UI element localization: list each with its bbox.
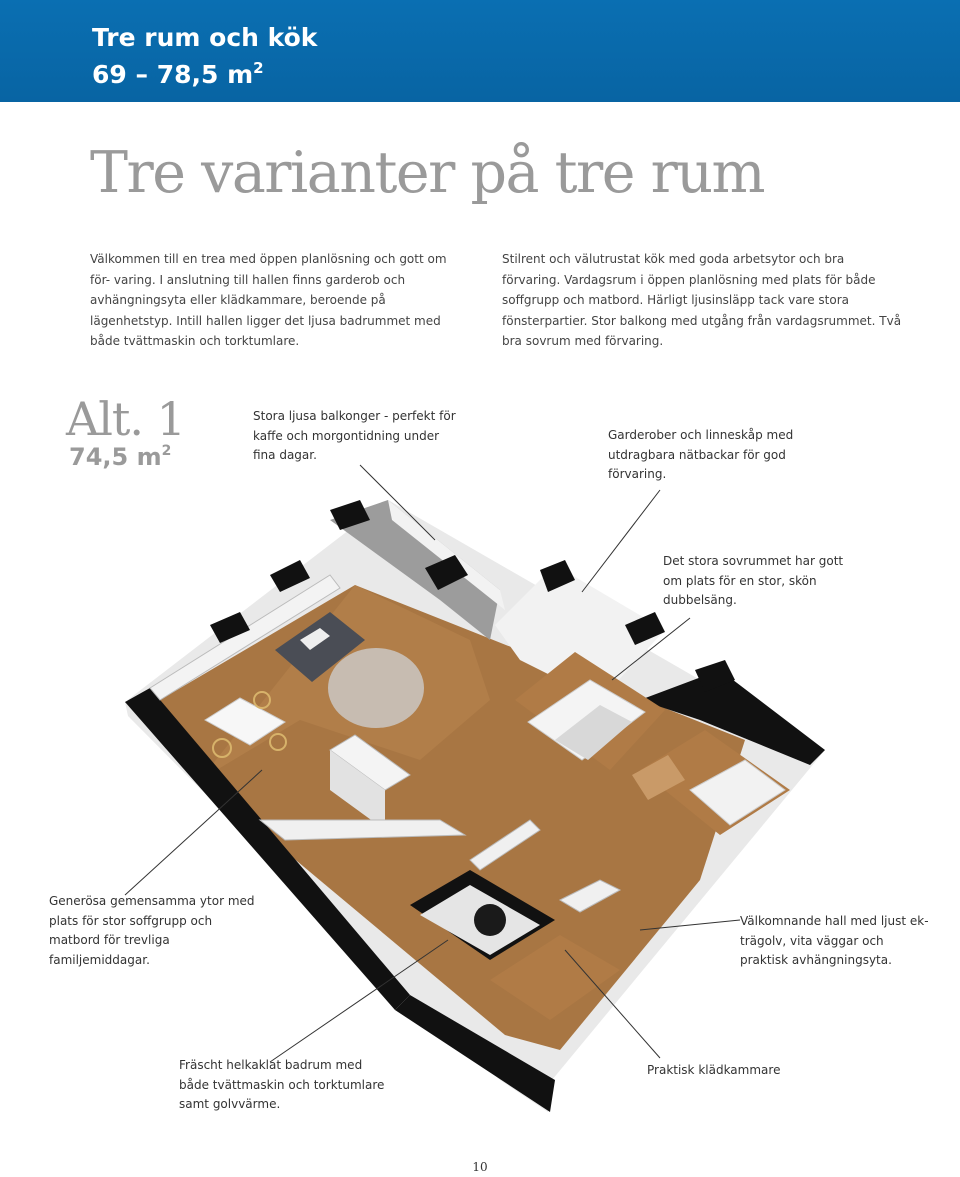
header-area-sup: 2 <box>253 59 264 77</box>
page-heading: Tre varianter på tre rum <box>90 140 765 206</box>
callout-balcony: Stora ljusa balkonger - perfekt för kaffe och morgontidning under fina dagar. <box>253 409 456 462</box>
callout-hall: Välkomnande hall med ljust ek- trägolv, vita väggar och praktisk avhängningsyta. <box>740 914 929 967</box>
round-rug <box>328 648 424 728</box>
callout-wardrobes: Garderober och linneskåp med utdragbara nätbackar för god förvaring. <box>608 428 794 481</box>
leader-line-wardrobes <box>582 490 660 592</box>
alt-label: Alt. 1 <box>66 392 185 446</box>
alt-area-sup: 2 <box>161 443 172 459</box>
alt-area-value: 74,5 m <box>69 443 162 471</box>
intro-right-text: Stilrent och välutrustat kök med goda arbetsytor och bra förvaring. Vardagsrum i öppen planlösning med plats för både soffgrupp och matbord. Härligt ljusinsläpp tack vare stora fönsterpartier. Stor balkong med utgång från vardagsrummet. Två bra sovrum med förvaring. <box>502 252 902 348</box>
callout-bedroom: Det stora sovrummet har gott om plats för en stor, skön dubbelsäng. <box>663 554 844 607</box>
header-line-1: Tre rum och kök <box>92 23 318 52</box>
callout-living: Generösa gemensamma ytor med plats för stor soffgrupp och matbord för trevliga familjemiddagar. <box>49 894 255 967</box>
page-number: 10 <box>472 1160 488 1174</box>
callout-closet: Praktisk klädkammare <box>647 1063 781 1077</box>
intro-left-text: Välkommen till en trea med öppen planlösning och gott om för- varing. I anslutning till hallen finns garderob och avhängningsyta eller klädkammare, beroende på lägenhetstyp. Intill hallen ligger det ljusa badrummet med både tvättmaskin och torktumlare. <box>90 252 447 348</box>
header-area: 69 – 78,5 m <box>92 60 254 89</box>
shower <box>474 904 506 936</box>
callout-bath: Fräscht helkaklat badrum med både tvättmaskin och torktumlare samt golvvärme. <box>179 1058 385 1111</box>
